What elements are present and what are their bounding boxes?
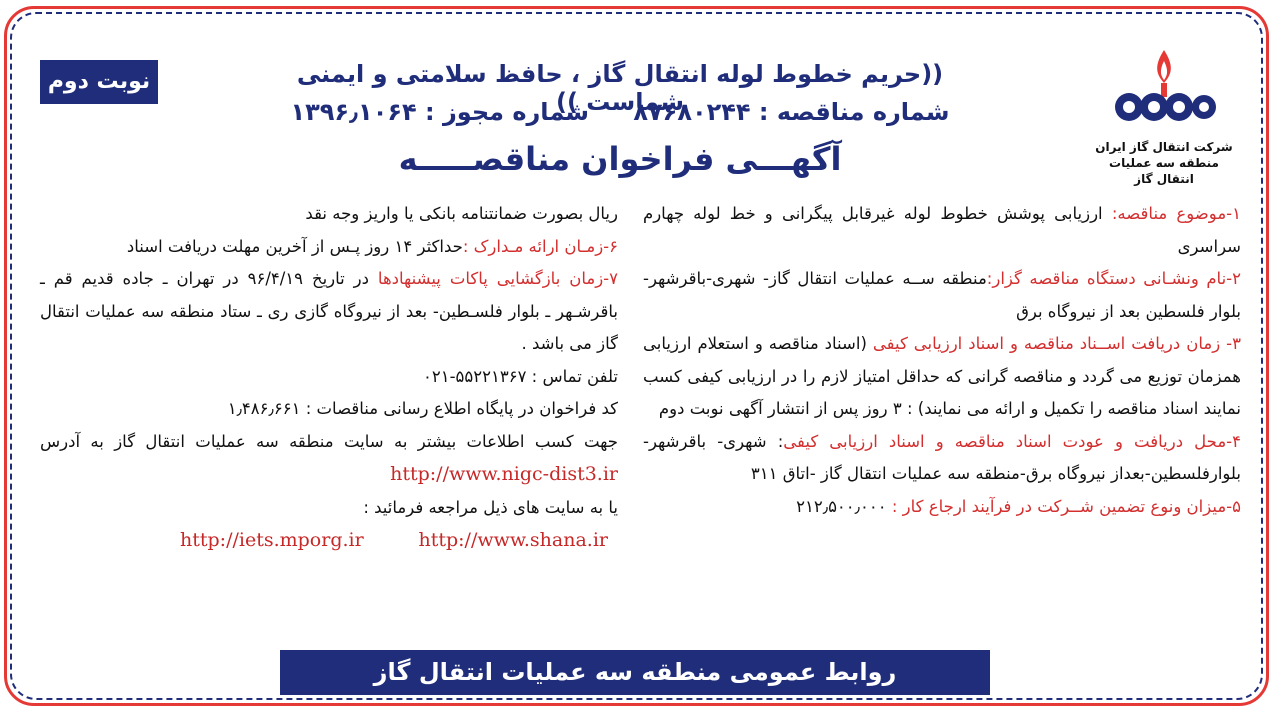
other-sites: یا به سایت های ذیل مراجعه فرمائید : xyxy=(363,497,618,517)
safety-slogan: ((حریم خطوط لوله انتقال گاز ، حافظ سلامتی و ایمنی شماست )) xyxy=(296,60,944,116)
more-info: جهت کسب اطلاعات بیشتر به سایت منطقه سه عملیات انتقال گاز به آدرس http://www.nigc-dist3.ir xyxy=(40,431,618,485)
tender-code: کد فراخوان در پایگاه اطلاع رسانی مناقصات : ۱٫۴۸۶٫۶۶۱ xyxy=(227,399,618,418)
item-5: ۵-میزان ونوع تضمین شــرکت در فرآیند ارجاع کار : ۲۱۲٫۵۰۰٫۰۰۰ xyxy=(796,496,1241,516)
guarantee-type: ریال بصورت ضمانتنامه بانکی یا واریز وجه نقد xyxy=(305,204,618,223)
right-column xyxy=(643,198,1241,523)
item-7: ۷-زمان بازگشایی پاکات پیشنهادها در تاریخ ۹۶/۴/۱۹ در تهران ـ جاده قدیم قم ـ باقرشـهر ـ بلوار فلسـطین- بعد از نیروگاه گازی ری ـ ستاد منطقه سه عملیات انتقال گاز می باشد . xyxy=(40,269,618,353)
company-name: شرکت انتقال گاز ایران منطقه سه عملیات انتقال گاز xyxy=(1095,140,1233,186)
notice-title: آگهـــی فراخوان مناقصـــــه xyxy=(398,140,842,178)
item-3: ۳- زمان دریافت اســناد مناقصه و اسناد ارزیابی کیفی (اسناد مناقصه و استعلام ارزیابی همزمان توزیع می گردد و مناقصه گرانی که حداقل امتیاز لازم را در ارزیابی کیفی کسب نمایند اسناد مناقصه را تکمیل و ارائه می نمایند) : ۳ روز پس از انتشار آگهی نوبت دوم xyxy=(643,334,1241,418)
item-6: ۶-زمـان ارائه مـدارک :حداکثر ۱۴ روز پـس از آخرین مهلت دریافت اسناد xyxy=(126,236,618,256)
footer-banner: روابط عمومی منطقه سه عملیات انتقال گاز xyxy=(280,650,990,695)
item-2: ۲-نام ونشـانی دستگاه مناقصه گزار:منطقه ســه عملیات انتقال گاز- شهری-باقرشهر-بلوار فلسطین بعد از نیروگاه برق xyxy=(643,269,1241,321)
tender-number: شماره مناقصه : ۸۷۶۸۰۲۴۴ xyxy=(633,98,950,126)
item-4: ۴-محل دریافت و عودت اسناد مناقصه و اسناد ارزیابی کیفی: شهری- باقرشهر-بلوارفلسطین-بعداز نیروگاه برق-منطقه سه عملیات انتقال گاز -اتاق ۳۱۱ xyxy=(643,431,1241,483)
company-logo xyxy=(1089,45,1239,185)
item-1: ۱-موضوع مناقصه: ارزیابی پوشش خطوط لوله غیرقابل پیگرانی و خط لوله چهارم سراسری xyxy=(643,204,1241,256)
gas-flame-logo-icon xyxy=(1109,45,1219,125)
permit-number: شماره مجوز : ۱۳۹۶٫۱۰۶۴ xyxy=(290,98,590,126)
iets-link[interactable]: http://iets.mporg.ir xyxy=(180,529,364,551)
tender-numbers xyxy=(250,98,990,126)
site-links xyxy=(40,524,618,557)
contact-phone: تلفن تماس : ۵۵۲۲۱۳۶۷-۰۲۱ xyxy=(422,366,618,386)
edition-badge: نوبت دوم xyxy=(40,60,158,104)
shana-link[interactable]: http://www.shana.ir xyxy=(418,529,608,551)
left-column xyxy=(40,198,618,557)
nigc-website-link[interactable]: http://www.nigc-dist3.ir xyxy=(390,463,618,485)
